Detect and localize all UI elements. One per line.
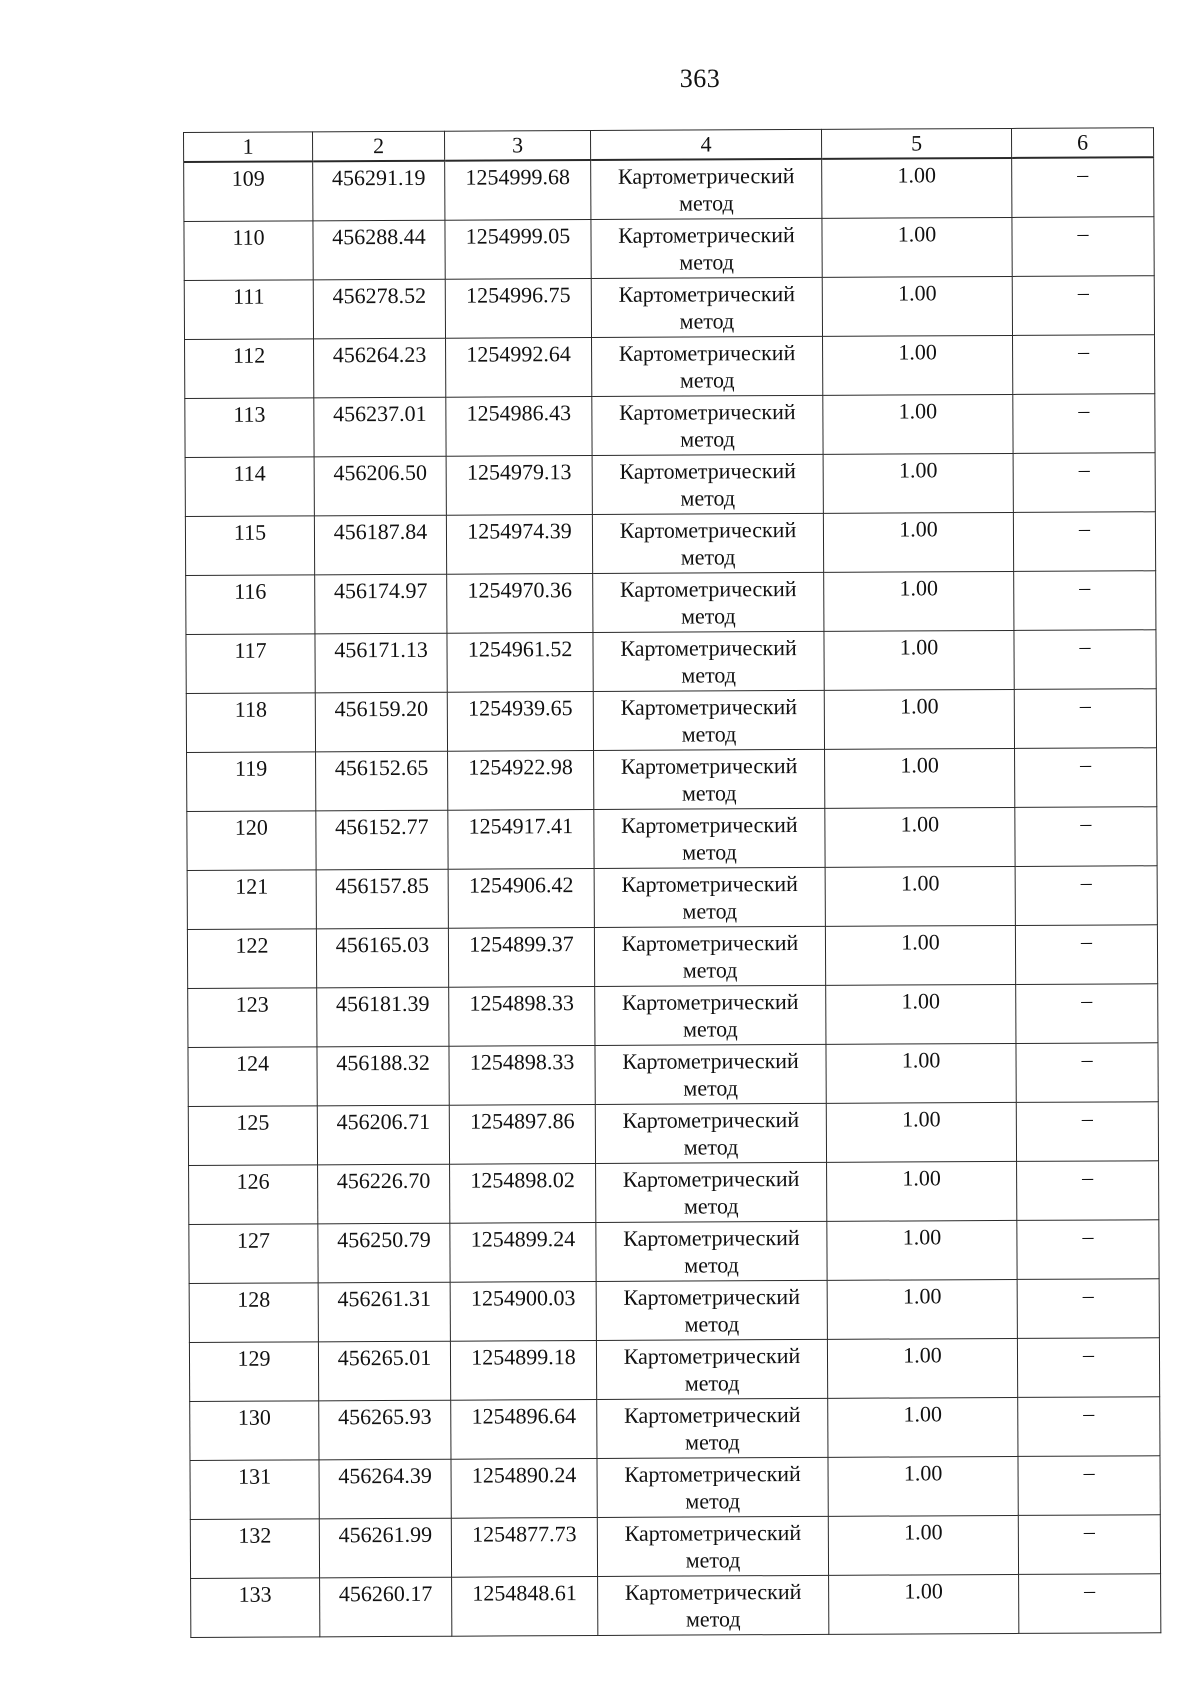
table-header xyxy=(184,128,1154,162)
method-line-1: Картометрический xyxy=(620,753,798,779)
point-number-cell: 119 xyxy=(187,752,316,812)
coordinate-x-cell: 456291.19 xyxy=(313,161,445,221)
coordinate-y-cell: 1254970.36 xyxy=(447,574,593,634)
coordinate-x-cell: 456206.71 xyxy=(317,1105,449,1165)
method-line-1: Картометрический xyxy=(623,1401,801,1428)
method-line-1: Картометрический xyxy=(624,1578,802,1605)
method-line-1: Картометрический xyxy=(621,871,798,897)
method-cell xyxy=(596,1221,827,1281)
point-number-cell: 124 xyxy=(188,1047,317,1107)
table-row xyxy=(184,217,1154,281)
coordinate-y-cell: 1254900.03 xyxy=(450,1281,596,1341)
method-line-1: Картометрический xyxy=(624,1519,802,1546)
method-cell xyxy=(593,572,824,632)
method-line-1: Картометрический xyxy=(619,458,796,484)
method-cell xyxy=(597,1516,828,1576)
accuracy-cell: 1.00 xyxy=(824,630,1014,690)
coordinate-y-cell: 1254992.64 xyxy=(446,338,592,398)
point-number-cell: 123 xyxy=(188,988,317,1048)
coordinate-y-cell: 1254898.33 xyxy=(449,986,595,1046)
method-line-2: метод xyxy=(682,957,738,983)
method-line-2: метод xyxy=(683,1193,739,1219)
point-number-cell: 109 xyxy=(184,161,313,221)
coordinate-x-cell: 456265.01 xyxy=(318,1341,450,1401)
method-line-1: Картометрический xyxy=(621,989,799,1015)
method-line-2: метод xyxy=(685,1606,741,1632)
table-body xyxy=(184,157,1161,1637)
coordinate-y-cell: 1254974.39 xyxy=(446,515,592,575)
point-number-cell: 128 xyxy=(189,1283,318,1343)
accuracy-cell: 1.00 xyxy=(828,1397,1018,1457)
method-cell xyxy=(594,867,825,927)
accuracy-cell: 1.00 xyxy=(827,1220,1017,1280)
accuracy-cell: 1.00 xyxy=(822,217,1012,277)
header-col-3: 3 xyxy=(444,131,590,161)
method-line-2: метод xyxy=(684,1252,739,1278)
coordinate-y-cell: 1254899.37 xyxy=(448,927,594,987)
method-cell xyxy=(594,749,825,809)
coordinate-y-cell: 1254922.98 xyxy=(448,751,594,811)
coordinate-y-cell: 1254906.42 xyxy=(448,868,594,928)
point-number-cell: 117 xyxy=(186,634,315,694)
method-line-2: метод xyxy=(681,662,737,688)
coordinates-table xyxy=(183,127,1161,1638)
point-number-cell: 112 xyxy=(185,339,314,399)
table-row xyxy=(187,866,1157,930)
method-line-1: Картометрический xyxy=(621,930,799,956)
note-cell: – xyxy=(1015,807,1157,867)
method-cell xyxy=(596,1339,827,1399)
method-line-1: Картометрический xyxy=(622,1048,799,1074)
method-line-2: метод xyxy=(681,721,737,747)
coordinate-y-cell: 1254979.13 xyxy=(446,456,592,516)
accuracy-cell: 1.00 xyxy=(828,1456,1018,1516)
table-row xyxy=(190,1397,1160,1461)
point-number-cell: 113 xyxy=(185,398,314,458)
page-number xyxy=(0,64,1200,94)
accuracy-cell: 1.00 xyxy=(827,1161,1017,1221)
point-number-cell: 125 xyxy=(188,1106,317,1166)
accuracy-cell: 1.00 xyxy=(825,866,1015,926)
coordinate-x-cell: 456165.03 xyxy=(316,928,448,988)
accuracy-cell: 1.00 xyxy=(826,1102,1016,1162)
method-line-2: метод xyxy=(678,190,734,216)
method-line-2: метод xyxy=(681,780,737,806)
table-row xyxy=(185,335,1155,399)
coordinate-x-cell: 456157.85 xyxy=(316,869,448,929)
coordinate-y-cell: 1254996.75 xyxy=(445,279,591,339)
method-cell xyxy=(597,1457,828,1517)
table-row xyxy=(188,1043,1158,1107)
coordinate-x-cell: 456174.97 xyxy=(315,574,447,634)
method-line-2: метод xyxy=(679,249,734,275)
method-line-1: Картометрический xyxy=(618,222,795,248)
method-cell xyxy=(592,395,823,455)
table-row xyxy=(189,1279,1159,1343)
page-number-text: 363 xyxy=(679,64,721,93)
method-cell xyxy=(594,808,825,868)
note-cell: – xyxy=(1012,217,1154,277)
accuracy-cell: 1.00 xyxy=(829,1574,1019,1634)
method-line-1: Картометрический xyxy=(619,576,797,602)
point-number-cell: 129 xyxy=(189,1342,318,1402)
coordinate-y-cell: 1254961.52 xyxy=(447,633,593,693)
coordinate-y-cell: 1254899.24 xyxy=(450,1222,596,1282)
coordinate-x-cell: 456226.70 xyxy=(318,1164,450,1224)
note-cell: – xyxy=(1016,1043,1158,1103)
note-cell: – xyxy=(1018,1397,1160,1457)
method-line-2: метод xyxy=(683,1075,739,1101)
method-line-2: метод xyxy=(682,839,737,865)
method-cell xyxy=(596,1280,827,1340)
coordinate-x-cell: 456265.93 xyxy=(319,1400,451,1460)
coordinate-x-cell: 456181.39 xyxy=(317,987,449,1047)
note-cell: – xyxy=(1013,335,1155,395)
table-row xyxy=(186,571,1156,635)
accuracy-cell: 1.00 xyxy=(823,453,1013,513)
point-number-cell: 130 xyxy=(190,1401,319,1461)
point-number-cell: 111 xyxy=(184,280,313,340)
method-line-2: метод xyxy=(679,367,735,393)
method-line-2: метод xyxy=(685,1429,740,1455)
note-cell: – xyxy=(1015,866,1157,926)
coordinate-x-cell: 456261.31 xyxy=(318,1282,450,1342)
table-row xyxy=(189,1161,1159,1225)
note-cell: – xyxy=(1016,984,1158,1044)
accuracy-cell: 1.00 xyxy=(825,748,1015,808)
method-cell xyxy=(591,277,822,337)
table-row xyxy=(187,925,1157,989)
note-cell: – xyxy=(1015,748,1157,808)
point-number-cell: 127 xyxy=(189,1224,318,1284)
coordinate-x-cell: 456278.52 xyxy=(313,279,445,339)
point-number-cell: 121 xyxy=(187,870,316,930)
note-cell: – xyxy=(1013,453,1155,513)
table-row xyxy=(186,689,1156,753)
method-line-1: Картометрический xyxy=(624,1460,801,1487)
method-line-1: Картометрический xyxy=(623,1342,801,1369)
table-row xyxy=(185,394,1155,458)
method-cell xyxy=(593,631,824,691)
method-line-1: Картометрический xyxy=(620,635,797,661)
note-cell: – xyxy=(1013,512,1155,572)
coordinate-x-cell: 456250.79 xyxy=(318,1223,450,1283)
coordinate-x-cell: 456171.13 xyxy=(315,633,447,693)
table-row xyxy=(186,630,1156,694)
method-line-2: метод xyxy=(680,426,735,452)
note-cell: – xyxy=(1015,925,1157,985)
method-line-2: метод xyxy=(683,1134,739,1160)
table-row xyxy=(190,1515,1160,1579)
header-col-1: 1 xyxy=(184,132,313,162)
note-cell: – xyxy=(1013,394,1155,454)
method-line-2: метод xyxy=(679,308,735,334)
accuracy-cell: 1.00 xyxy=(828,1515,1018,1575)
accuracy-cell: 1.00 xyxy=(824,571,1014,631)
note-cell: – xyxy=(1012,276,1154,336)
accuracy-cell: 1.00 xyxy=(826,984,1016,1044)
point-number-cell: 132 xyxy=(190,1519,319,1579)
table-row xyxy=(185,453,1155,517)
point-number-cell: 118 xyxy=(186,693,315,753)
method-line-2: метод xyxy=(685,1488,741,1514)
method-line-1: Картометрический xyxy=(617,163,795,189)
coordinate-y-cell: 1254986.43 xyxy=(446,397,592,457)
coordinate-y-cell: 1254899.18 xyxy=(450,1340,596,1400)
accuracy-cell: 1.00 xyxy=(825,807,1015,867)
table-row xyxy=(189,1338,1159,1402)
method-line-2: метод xyxy=(681,603,736,629)
method-cell xyxy=(595,1103,826,1163)
point-number-cell: 131 xyxy=(190,1460,319,1520)
point-number-cell: 122 xyxy=(187,929,316,989)
table-row xyxy=(187,807,1157,871)
method-line-2: метод xyxy=(684,1311,740,1337)
method-line-1: Картометрический xyxy=(619,517,797,543)
method-line-1: Картометрический xyxy=(621,812,798,838)
method-line-2: метод xyxy=(685,1547,741,1573)
note-cell: – xyxy=(1017,1279,1159,1339)
method-line-1: Картометрический xyxy=(622,1107,800,1133)
table-row xyxy=(185,512,1155,576)
note-cell: – xyxy=(1016,1102,1158,1162)
coordinate-x-cell: 456260.17 xyxy=(320,1577,452,1637)
method-line-1: Картометрический xyxy=(620,694,798,720)
method-line-1: Картометрический xyxy=(619,399,796,425)
method-cell xyxy=(596,1162,827,1222)
coordinate-x-cell: 456264.39 xyxy=(319,1459,451,1519)
coordinate-y-cell: 1254898.02 xyxy=(450,1163,596,1223)
method-line-1: Картометрический xyxy=(623,1283,800,1310)
accuracy-cell: 1.00 xyxy=(825,925,1015,985)
coordinate-x-cell: 456261.99 xyxy=(319,1518,451,1578)
coordinate-x-cell: 456237.01 xyxy=(314,397,446,457)
accuracy-cell: 1.00 xyxy=(823,394,1013,454)
table-row xyxy=(187,748,1157,812)
method-cell xyxy=(592,454,823,514)
coordinate-x-cell: 456206.50 xyxy=(314,456,446,516)
method-line-1: Картометрический xyxy=(623,1224,800,1251)
note-cell: – xyxy=(1014,630,1156,690)
accuracy-cell: 1.00 xyxy=(827,1338,1017,1398)
note-cell: – xyxy=(1017,1161,1159,1221)
method-cell xyxy=(595,985,826,1045)
coordinate-x-cell: 456288.44 xyxy=(313,220,445,280)
accuracy-cell: 1.00 xyxy=(826,1043,1016,1103)
note-cell: – xyxy=(1018,1456,1160,1516)
method-line-2: метод xyxy=(680,544,736,570)
point-number-cell: 110 xyxy=(184,221,313,281)
header-col-4: 4 xyxy=(590,129,821,160)
table-row xyxy=(189,1220,1159,1284)
method-cell xyxy=(595,1044,826,1104)
coordinate-y-cell: 1254897.86 xyxy=(449,1104,595,1164)
header-col-2: 2 xyxy=(313,131,445,161)
table-row xyxy=(184,276,1154,340)
coordinate-x-cell: 456159.20 xyxy=(315,692,447,752)
method-cell xyxy=(592,513,823,573)
point-number-cell: 133 xyxy=(191,1578,320,1638)
header-row xyxy=(184,128,1154,162)
table-row xyxy=(191,1574,1161,1638)
header-col-5: 5 xyxy=(821,128,1011,158)
accuracy-cell: 1.00 xyxy=(823,512,1013,572)
accuracy-cell: 1.00 xyxy=(822,158,1012,218)
method-line-1: Картометрический xyxy=(618,281,796,307)
method-line-2: метод xyxy=(684,1370,740,1396)
coordinate-x-cell: 456152.77 xyxy=(316,810,448,870)
note-cell: – xyxy=(1018,1515,1160,1575)
method-cell xyxy=(591,218,822,278)
coordinate-x-cell: 456152.65 xyxy=(316,751,448,811)
method-cell xyxy=(598,1575,829,1635)
note-cell: – xyxy=(1012,157,1154,217)
coordinate-y-cell: 1254877.73 xyxy=(451,1517,597,1577)
note-cell: – xyxy=(1014,571,1156,631)
coordinate-x-cell: 456188.32 xyxy=(317,1046,449,1106)
table-row xyxy=(190,1456,1160,1520)
method-line-2: метод xyxy=(682,898,738,924)
method-cell xyxy=(597,1398,828,1458)
method-cell xyxy=(593,690,824,750)
table-row xyxy=(184,157,1154,221)
note-cell: – xyxy=(1017,1338,1159,1398)
point-number-cell: 115 xyxy=(185,516,314,576)
coordinate-y-cell: 1254898.33 xyxy=(449,1045,595,1105)
note-cell: – xyxy=(1019,1574,1161,1634)
method-cell xyxy=(591,159,822,220)
note-cell: – xyxy=(1017,1220,1159,1280)
accuracy-cell: 1.00 xyxy=(823,335,1013,395)
coordinate-y-cell: 1254848.61 xyxy=(452,1576,598,1636)
header-col-6: 6 xyxy=(1011,128,1153,158)
method-line-2: метод xyxy=(683,1016,738,1042)
coordinate-y-cell: 1254890.24 xyxy=(451,1458,597,1518)
method-cell xyxy=(592,336,823,396)
coordinate-x-cell: 456187.84 xyxy=(314,515,446,575)
coordinate-y-cell: 1254917.41 xyxy=(448,810,594,870)
method-line-2: метод xyxy=(680,485,736,511)
method-line-1: Картометрический xyxy=(618,340,796,366)
accuracy-cell: 1.00 xyxy=(822,276,1012,336)
coordinate-y-cell: 1254999.05 xyxy=(445,220,591,280)
coordinate-y-cell: 1254999.68 xyxy=(445,160,591,220)
method-line-1: Картометрический xyxy=(622,1166,800,1192)
point-number-cell: 120 xyxy=(187,811,316,871)
point-number-cell: 126 xyxy=(189,1165,318,1225)
table-row xyxy=(188,1102,1158,1166)
method-cell xyxy=(594,926,825,986)
accuracy-cell: 1.00 xyxy=(824,689,1014,749)
point-number-cell: 116 xyxy=(186,575,315,635)
coordinate-y-cell: 1254896.64 xyxy=(451,1399,597,1459)
note-cell: – xyxy=(1014,689,1156,749)
coordinate-y-cell: 1254939.65 xyxy=(447,692,593,752)
coordinate-x-cell: 456264.23 xyxy=(314,338,446,398)
accuracy-cell: 1.00 xyxy=(827,1279,1017,1339)
table-row xyxy=(188,984,1158,1048)
point-number-cell: 114 xyxy=(185,457,314,517)
